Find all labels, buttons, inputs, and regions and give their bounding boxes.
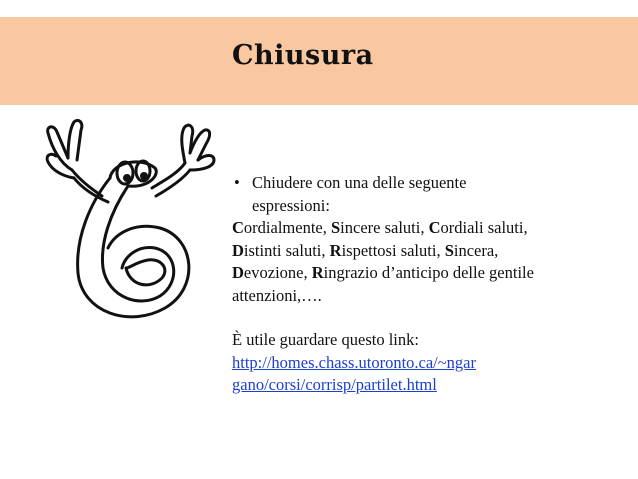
spacer	[232, 307, 562, 329]
bullet-item	[232, 172, 562, 217]
expression-text: ordiali saluti,	[440, 218, 528, 237]
expression-initial: R	[329, 240, 342, 260]
reference-link[interactable]	[232, 353, 476, 395]
expression-initial: S	[330, 218, 341, 237]
bullet-symbol: •	[234, 173, 240, 192]
slide-content	[232, 172, 562, 397]
expression-text: incere saluti,	[340, 218, 429, 237]
bullet-text-line2: espressioni:	[252, 195, 330, 215]
link-line-2: gano/corsi/corrisp/partilet.html	[232, 375, 437, 394]
expression-text: ordialmente,	[243, 218, 331, 237]
expression-text: evozione,	[243, 263, 312, 282]
expression-initial: S	[444, 240, 454, 260]
expression-text: incera,	[453, 240, 499, 260]
link-line-1: http://homes.chass.utoronto.ca/~ngar	[232, 352, 477, 372]
bullet-text-line1: Chiudere con una delle seguente	[252, 173, 467, 192]
expressions-paragraph	[232, 217, 562, 307]
expression-initial: R	[311, 263, 324, 282]
expression-initial: C	[428, 218, 441, 237]
number-six-mascot-illustration	[30, 118, 220, 328]
expression-initial: D	[232, 240, 244, 260]
expression-text: ingrazio d’anticipo delle gentile attenzioni,….	[232, 263, 534, 305]
expression-text: istinti saluti,	[243, 240, 330, 260]
expression-initial: C	[232, 218, 244, 237]
link-intro: È utile guardare questo link:	[232, 330, 419, 349]
expression-text: ispettosi saluti,	[341, 240, 445, 260]
slide-title: Chiusura	[232, 40, 374, 71]
expression-initial: D	[232, 263, 244, 282]
